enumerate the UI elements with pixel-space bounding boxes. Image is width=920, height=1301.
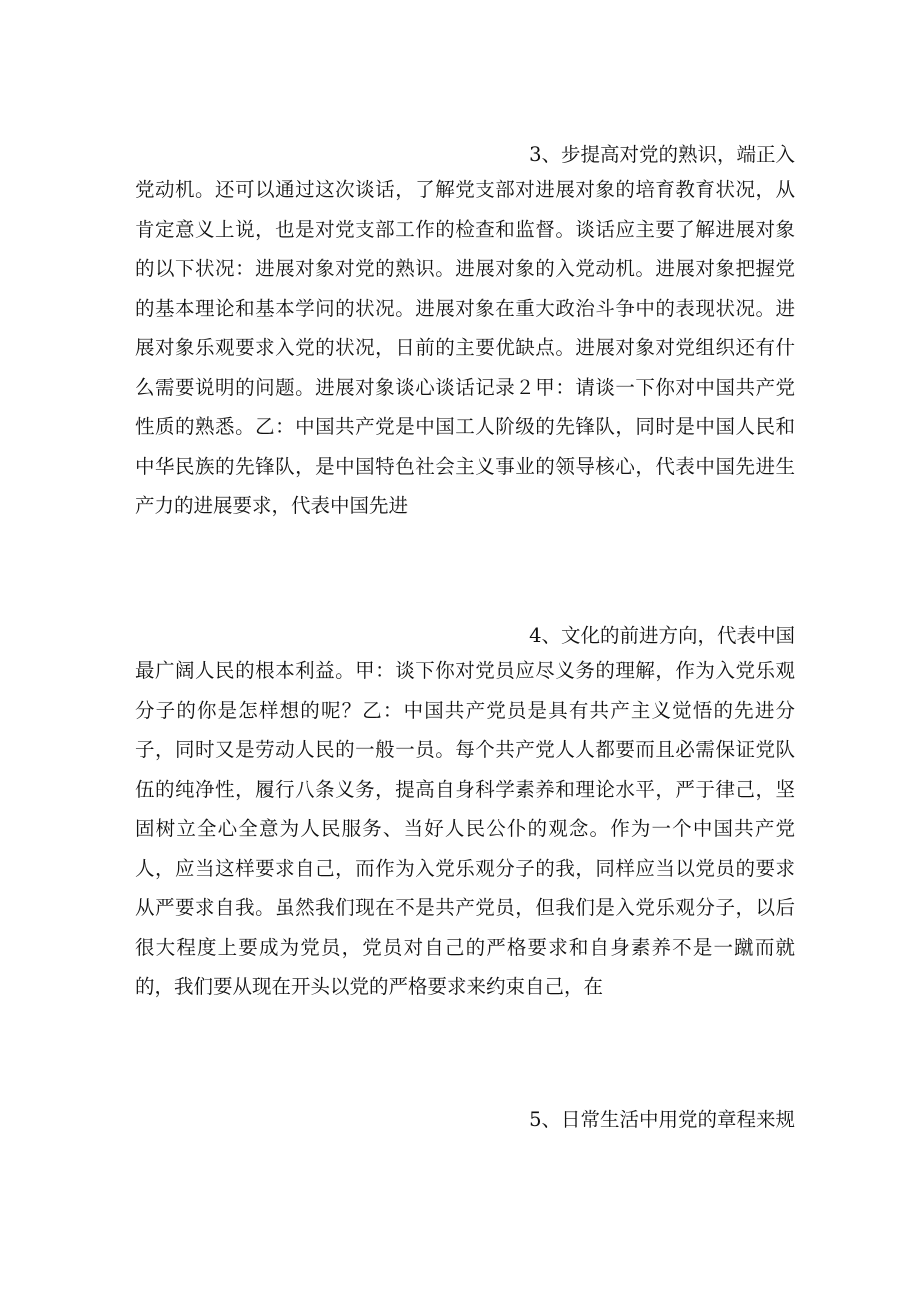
- section-4-body: 最广阔人民的根本利益。甲：谈下你对党员应尽义务的理解，作为入党乐观分子的你是怎样想的呢？乙：中国共产党员是具有共产主义觉悟的先进分子，同时又是劳动人民的一般一员。每个共产党人人都要而且必需保证党队伍的纯净性，履行八条义务，提高自身科学素养和理论水平，严于律己，坚固树立全心全意为人民服务、当好人民公仆的观念。作为一个中国共产党人，应当这样要求自己，而作为入党乐观分子的我，同样应当以党员的要求从严要求自我。虽然我们现在不是共产党员，但我们是入党乐观分子，以后很大程度上要成为党员，党员对自己的严格要求和自身素养不是一蹴而就的，我们要从现在开头以党的严格要求来约束自己，在: [135, 659, 795, 998]
- section-4-heading: 4、文化的前进方向，代表中国: [529, 624, 795, 647]
- section-5-heading: 5、日常生活中用党的章程来规: [529, 1108, 795, 1131]
- section-3-heading: 3、步提高对党的熟识，端正入: [529, 143, 795, 166]
- section-3-body: 党动机。还可以通过这次谈话，了解党支部对进展对象的培育教育状况，从肯定意义上说，也是对党支部工作的检查和监督。谈话应主要了解进展对象的以下状况：进展对象对党的熟识。进展对象的入党动机。进展对象把握党的基本理论和基本学问的状况。进展对象在重大政治斗争中的表现状况。进展对象乐观要求入党的状况，日前的主要优缺点。进展对象对党组织还有什么需要说明的问题。进展对象谈心谈话记录２甲：请谈一下你对中国共产党性质的熟悉。乙：中国共产党是中国工人阶级的先锋队，同时是中国人民和中华民族的先锋队，是中国特色社会主义事业的领导核心，代表中国先进生产力的进展要求，代表中国先进: [135, 178, 795, 517]
